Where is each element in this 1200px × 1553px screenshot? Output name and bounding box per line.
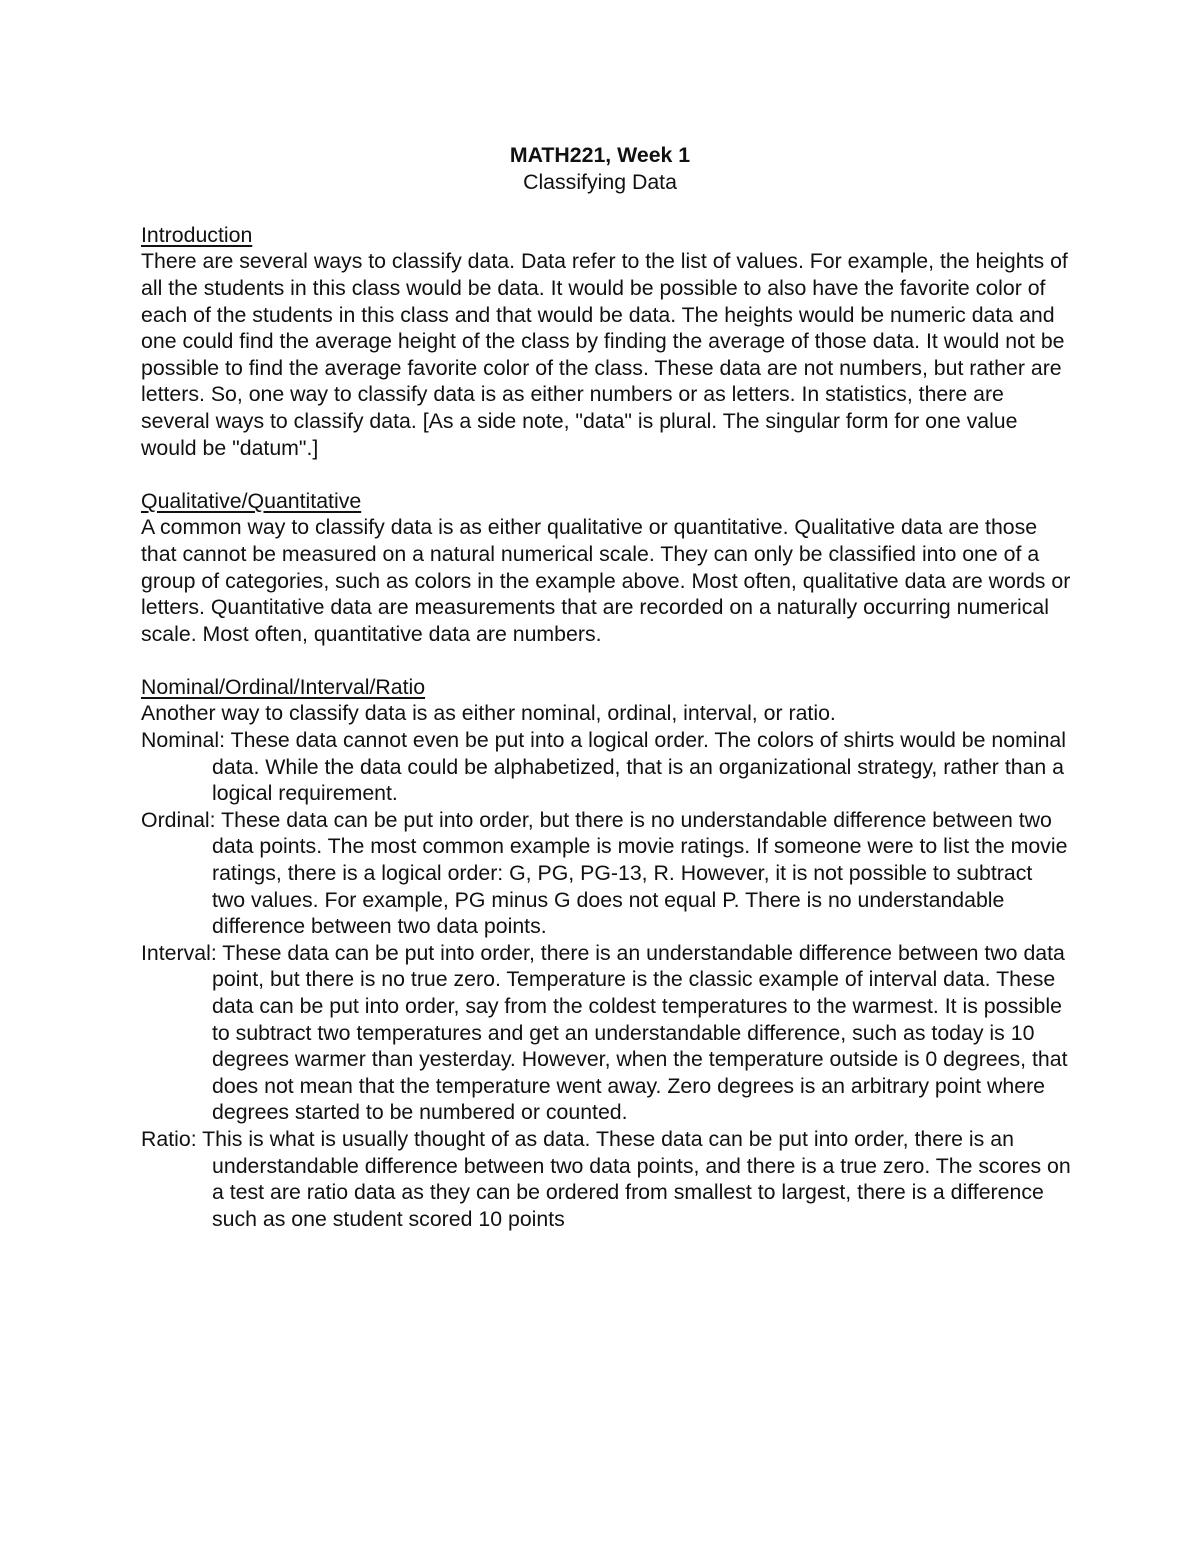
section-heading-introduction: Introduction xyxy=(141,222,253,247)
section-heading-qualitative-quantitative: Qualitative/Quantitative xyxy=(141,488,362,513)
levels-intro-paragraph: Another way to classify data is as either nominal, ordinal, interval, or ratio. xyxy=(141,701,836,726)
introduction-paragraph: There are several ways to classify data. Data refer to the list of values. For example, the heights of all the students in this class would be data. It would be possible to also have the favorite color of each of the students in this class and that would be data. The heights would be numeric data and one could find the average height of the class by finding the average of those data. It would not be possible to find the average favorite color of the class. These data are not numbers, but rather are letters. So, one way to classify data is as either numbers or as letters. In statistics, there are several ways to classify data. [As a side note, "data" is plural. The singular form for one value would be "datum".] xyxy=(141,249,1068,460)
document-title: MATH221, Week 1 xyxy=(509,143,691,167)
document-body xyxy=(141,142,1071,1232)
definition-ratio: Ratio: This is what is usually thought of as data. These data can be put into order, there is an understandable difference between two data points, and there is a true zero. The scores on a test are ratio data as they can be ordered from smallest to largest, there is a difference such as one student scored 10 points xyxy=(141,1126,1071,1231)
spacer xyxy=(141,461,1071,488)
spacer xyxy=(141,195,1071,222)
qualitative-quantitative-paragraph: A common way to classify data is as either qualitative or quantitative. Qualitative data are those that cannot be measured on a natural numerical scale. They can only be classified into one of a group of categories, such as colors in the example above. Most often, qualitative data are words or letters. Quantitative data are measurements that are recorded on a naturally occurring numerical scale. Most often, quantitative data are numbers. xyxy=(141,515,1071,646)
spacer xyxy=(141,647,1071,674)
document-subtitle: Classifying Data xyxy=(523,169,677,194)
definition-interval: Interval: These data can be put into order, there is an understandable difference between two data point, but there is no true zero. Temperature is the classic example of interval data. These data can be put into order, say from the coldest temperatures to the warmest. It is possible to subtract two temperatures and get an understandable difference, such as today is 10 degrees warmer than yesterday. However, when the temperature outside is 0 degrees, that does not mean that the temperature went away. Zero degrees is an arbitrary point where degrees started to be numbered or counted. xyxy=(141,940,1068,1125)
definition-nominal: Nominal: These data cannot even be put into a logical order. The colors of shirts would be nominal data. While the data could be alphabetized, that is an organizational strategy, rather than a logical requirement. xyxy=(141,728,1066,806)
definition-ordinal: Ordinal: These data can be put into order, but there is no understandable difference between two data points. The most common example is movie ratings. If someone were to list the movie ratings, there is a logical order: G, PG, PG-13, R. However, it is not possible to subtract two values. For example, PG minus G does not equal P. There is no understandable difference between two data points. xyxy=(141,807,1068,939)
section-heading-levels-of-measurement: Nominal/Ordinal/Interval/Ratio xyxy=(141,674,426,699)
